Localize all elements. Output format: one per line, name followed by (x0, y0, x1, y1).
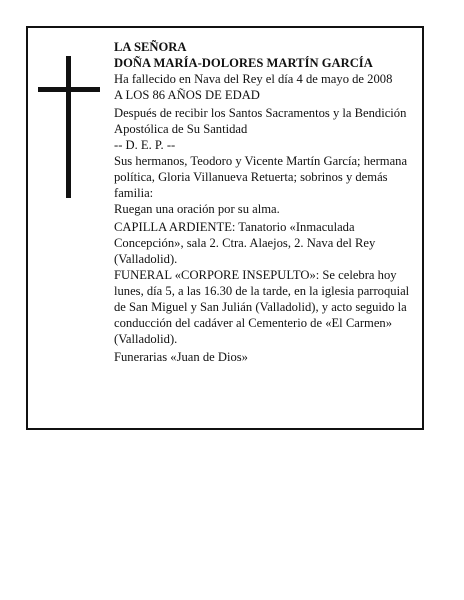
funeral-home: Funerarias «Juan de Dios» (114, 350, 248, 364)
cross-icon (38, 56, 100, 198)
funeral-info: FUNERAL «CORPORE INSEPULTO»: Se celebra hoy lunes, día 5, a las 16.30 de la tarde, en la iglesia parroquial de San Miguel y San Julián (Valladolid), y acto seguido la conducción del cadáver al Cementerio de «El Carmen» (Valladolid). (114, 268, 410, 346)
notice-title: LA SEÑORA (114, 40, 187, 54)
age-statement: A LOS 86 AÑOS DE EDAD (114, 88, 260, 102)
sacraments-statement: Después de recibir los Santos Sacramentos y la Bendición Apostólica de Su Santidad (114, 106, 407, 136)
family-list: Sus hermanos, Teodoro y Vicente Martín García; hermana política, Gloria Villanueva Retuerta; sobrinos y demás familia: (114, 154, 408, 200)
rip-line: -- D. E. P. -- (114, 138, 176, 152)
death-statement: Ha fallecido en Nava del Rey el día 4 de mayo de 2008 (114, 72, 393, 86)
cross-vertical-bar (66, 56, 71, 198)
prayer-request: Ruegan una oración por su alma. (114, 202, 280, 216)
cross-horizontal-bar (38, 87, 100, 92)
notice-text (114, 39, 420, 365)
deceased-name: DOÑA MARÍA-DOLORES MARTÍN GARCÍA (114, 56, 373, 70)
chapel-info: CAPILLA ARDIENTE: Tanatorio «Inmaculada Concepción», sala 2. Ctra. Alaejos, 2. Nava del Rey (Valladolid). (114, 220, 376, 266)
obituary-notice (26, 26, 424, 430)
